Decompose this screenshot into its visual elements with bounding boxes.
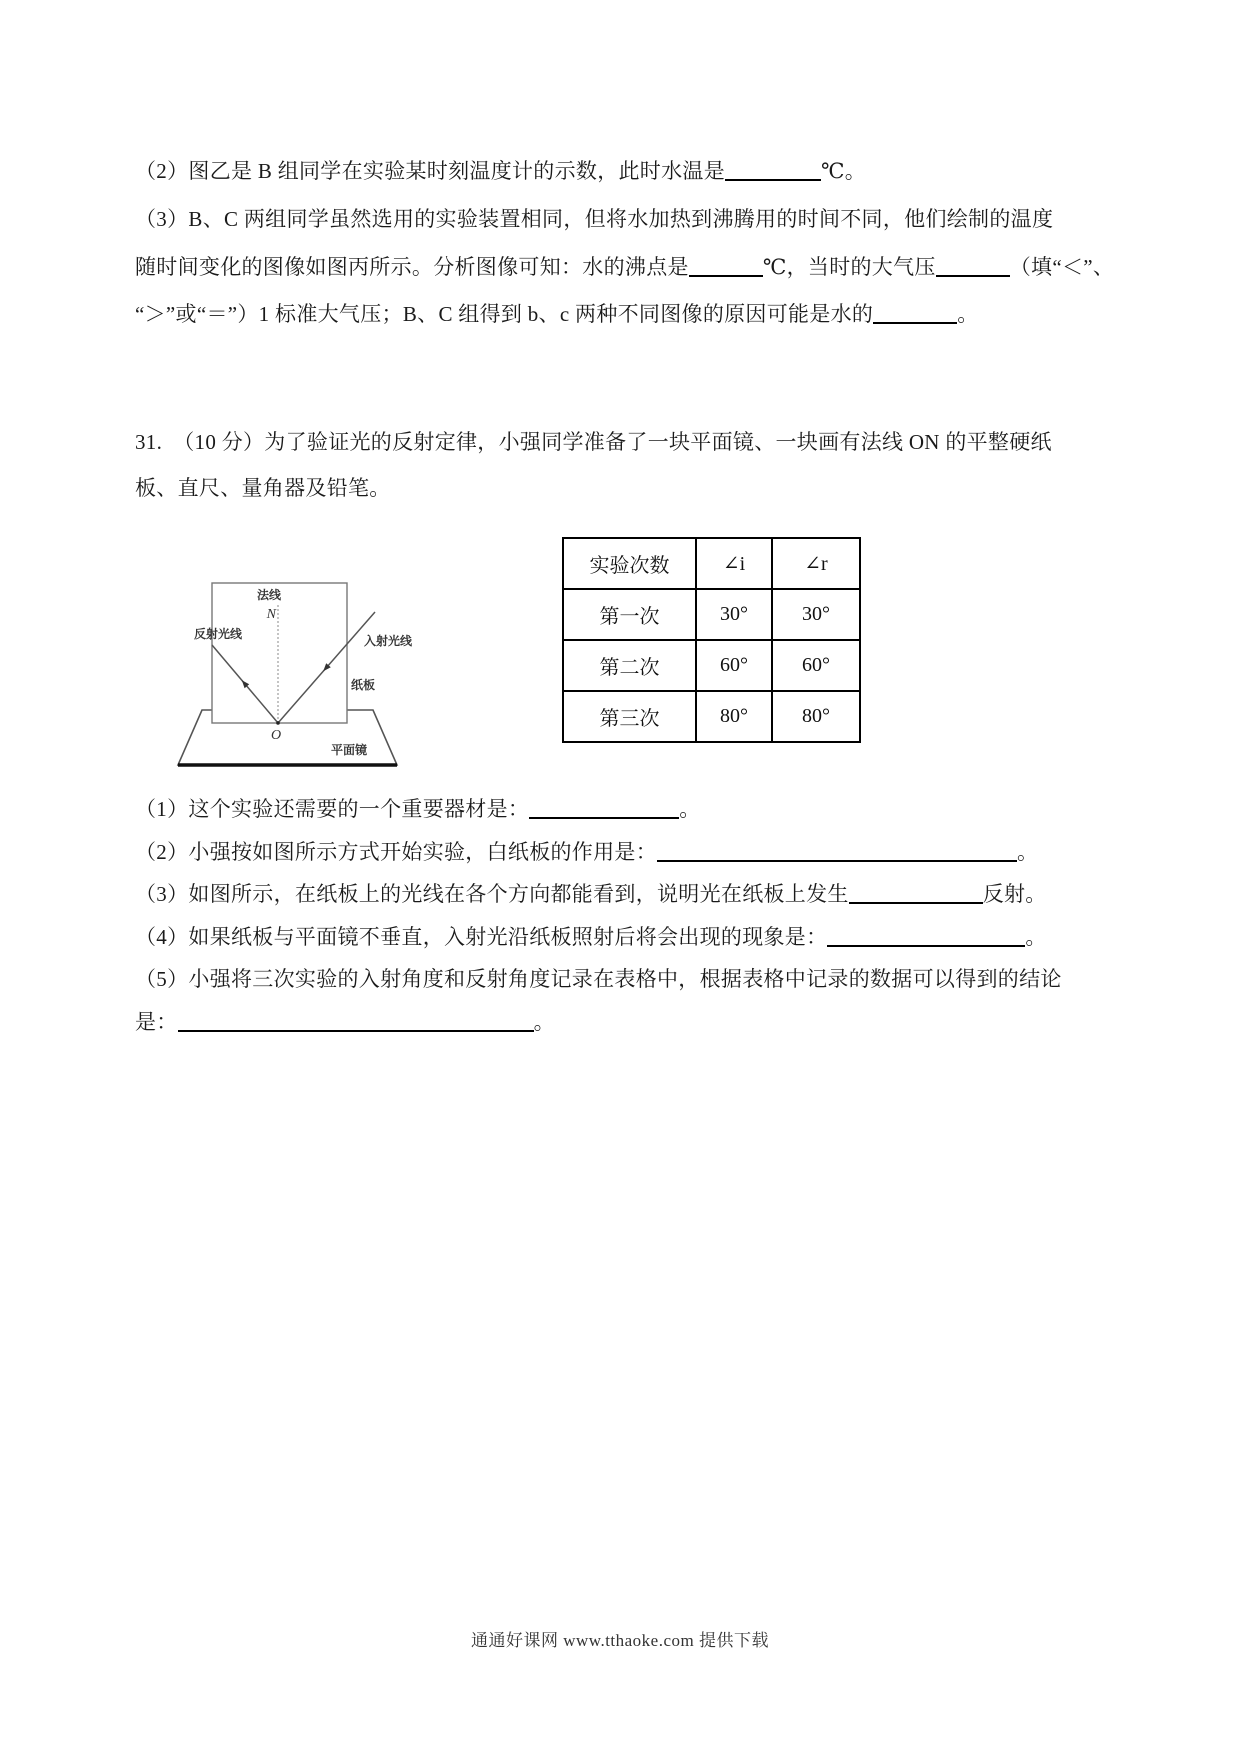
table-cell-angle-r: 60° (772, 640, 860, 691)
incident-ray-label: 入射光线 (364, 634, 413, 648)
q31-sub5-line2 (135, 1009, 555, 1035)
q31-sub3-blank (849, 882, 983, 904)
q30-part3-line2 (135, 254, 1114, 280)
q31-sub1-blank (529, 797, 679, 819)
q30-part3-line3-post: 。 (957, 302, 979, 326)
q31-sub5-line1-text: （5）小强将三次实验的入射角度和反射角度记录在表格中，根据表格中记录的数据可以得到的结论 (135, 967, 1062, 991)
q30-reason-blank (873, 302, 957, 324)
table-row (563, 589, 860, 640)
q31-intro-line2 (135, 475, 391, 501)
reflection-experiment-figure (150, 557, 440, 782)
table-cell-angle-i: 30° (696, 589, 772, 640)
table-header-trial: 实验次数 (563, 538, 696, 589)
table-header-angle-r: ∠r (772, 538, 860, 589)
q30-part3-line1 (135, 206, 1053, 232)
table-row (563, 691, 860, 742)
q31-sub5-blank (178, 1010, 534, 1032)
table-cell-angle-i: 80° (696, 691, 772, 742)
q30-boiling-point-blank (689, 255, 763, 277)
q30-part3-line2-post: （填“＜”、 (1009, 255, 1115, 279)
table-cell-trial: 第三次 (563, 691, 696, 742)
q31-sub2-end: 。 (1017, 840, 1039, 864)
q31-intro-line1-text: 31. （10 分）为了验证光的反射定律，小强同学准备了一块平面镜、一块画有法线 ON 的平整硬纸 (135, 430, 1052, 454)
q30-part3-line3-pre: “＞”或“＝”）1 标准大气压；B、C 组得到 b、c 两种不同图像的原因可能是水的 (135, 302, 874, 326)
normal-letter-n: N (266, 607, 276, 622)
q30-pressure-blank (936, 255, 1010, 277)
q31-sub1-end: 。 (679, 797, 701, 821)
point-o-dot (276, 721, 280, 725)
reflected-ray-label: 反射光线 (194, 627, 243, 641)
q30-part3-line2-mid: ℃，当时的大气压 (762, 255, 936, 279)
q31-intro-line2-text: 板、直尺、量角器及铅笔。 (135, 476, 391, 500)
point-o-label: O (271, 728, 282, 743)
q30-part2-text: （2）图乙是 B 组同学在实验某时刻温度计的示数，此时水温是 (135, 159, 726, 183)
q31-sub1-text: （1）这个实验还需要的一个重要器材是： (135, 797, 530, 821)
q31-sub4-end: 。 (1025, 925, 1047, 949)
q31-sub4-blank (827, 925, 1025, 947)
q31-sub4-line (135, 924, 1047, 950)
q30-part3-line3 (135, 301, 979, 327)
q31-sub1-line (135, 796, 701, 822)
q31-sub2-line (135, 839, 1038, 865)
q31-sub5-end: 。 (533, 1010, 555, 1034)
q31-sub3-line (135, 881, 1047, 907)
q31-intro-line1 (135, 429, 1052, 455)
table-cell-trial: 第一次 (563, 589, 696, 640)
q30-part3-line1-text: （3）B、C 两组同学虽然选用的实验装置相同，但将水加热到沸腾用的时间不同，他们绘制的温度 (135, 207, 1054, 231)
table-cell-trial: 第二次 (563, 640, 696, 691)
table-cell-angle-r: 30° (772, 589, 860, 640)
angle-data-table (562, 537, 861, 743)
cardboard-label: 纸板 (351, 678, 376, 692)
q31-sub3-text: （3）如图所示，在纸板上的光线在各个方向都能看到，说明光在纸板上发生 (135, 882, 849, 906)
q30-part2-line (135, 158, 866, 184)
q30-part2-unit: ℃。 (821, 159, 867, 183)
cardboard-rectangle (212, 583, 347, 723)
footer-text: 通通好课网 www.tthaoke.com 提供下载 (470, 1631, 770, 1650)
page-footer (0, 1626, 1240, 1651)
q31-sub5-line1 (135, 966, 1062, 992)
plane-mirror-label: 平面镜 (331, 743, 368, 757)
table-row (563, 640, 860, 691)
q31-sub3-end: 反射。 (982, 882, 1047, 906)
table-cell-angle-r: 80° (772, 691, 860, 742)
table-header-row (563, 538, 860, 589)
q31-sub4-text: （4）如果纸板与平面镜不垂直，入射光沿纸板照射后将会出现的现象是： (135, 925, 828, 949)
table-header-angle-i: ∠i (696, 538, 772, 589)
q30-part3-line2-pre: 随时间变化的图像如图丙所示。分析图像可知：水的沸点是 (135, 255, 689, 279)
table-cell-angle-i: 60° (696, 640, 772, 691)
normal-label: 法线 (257, 588, 282, 602)
q31-sub2-blank (657, 840, 1017, 862)
q30-part2-blank (725, 159, 821, 181)
q31-sub5-line2-text: 是： (135, 1010, 178, 1034)
q31-sub2-text: （2）小强按如图所示方式开始实验，白纸板的作用是： (135, 840, 657, 864)
